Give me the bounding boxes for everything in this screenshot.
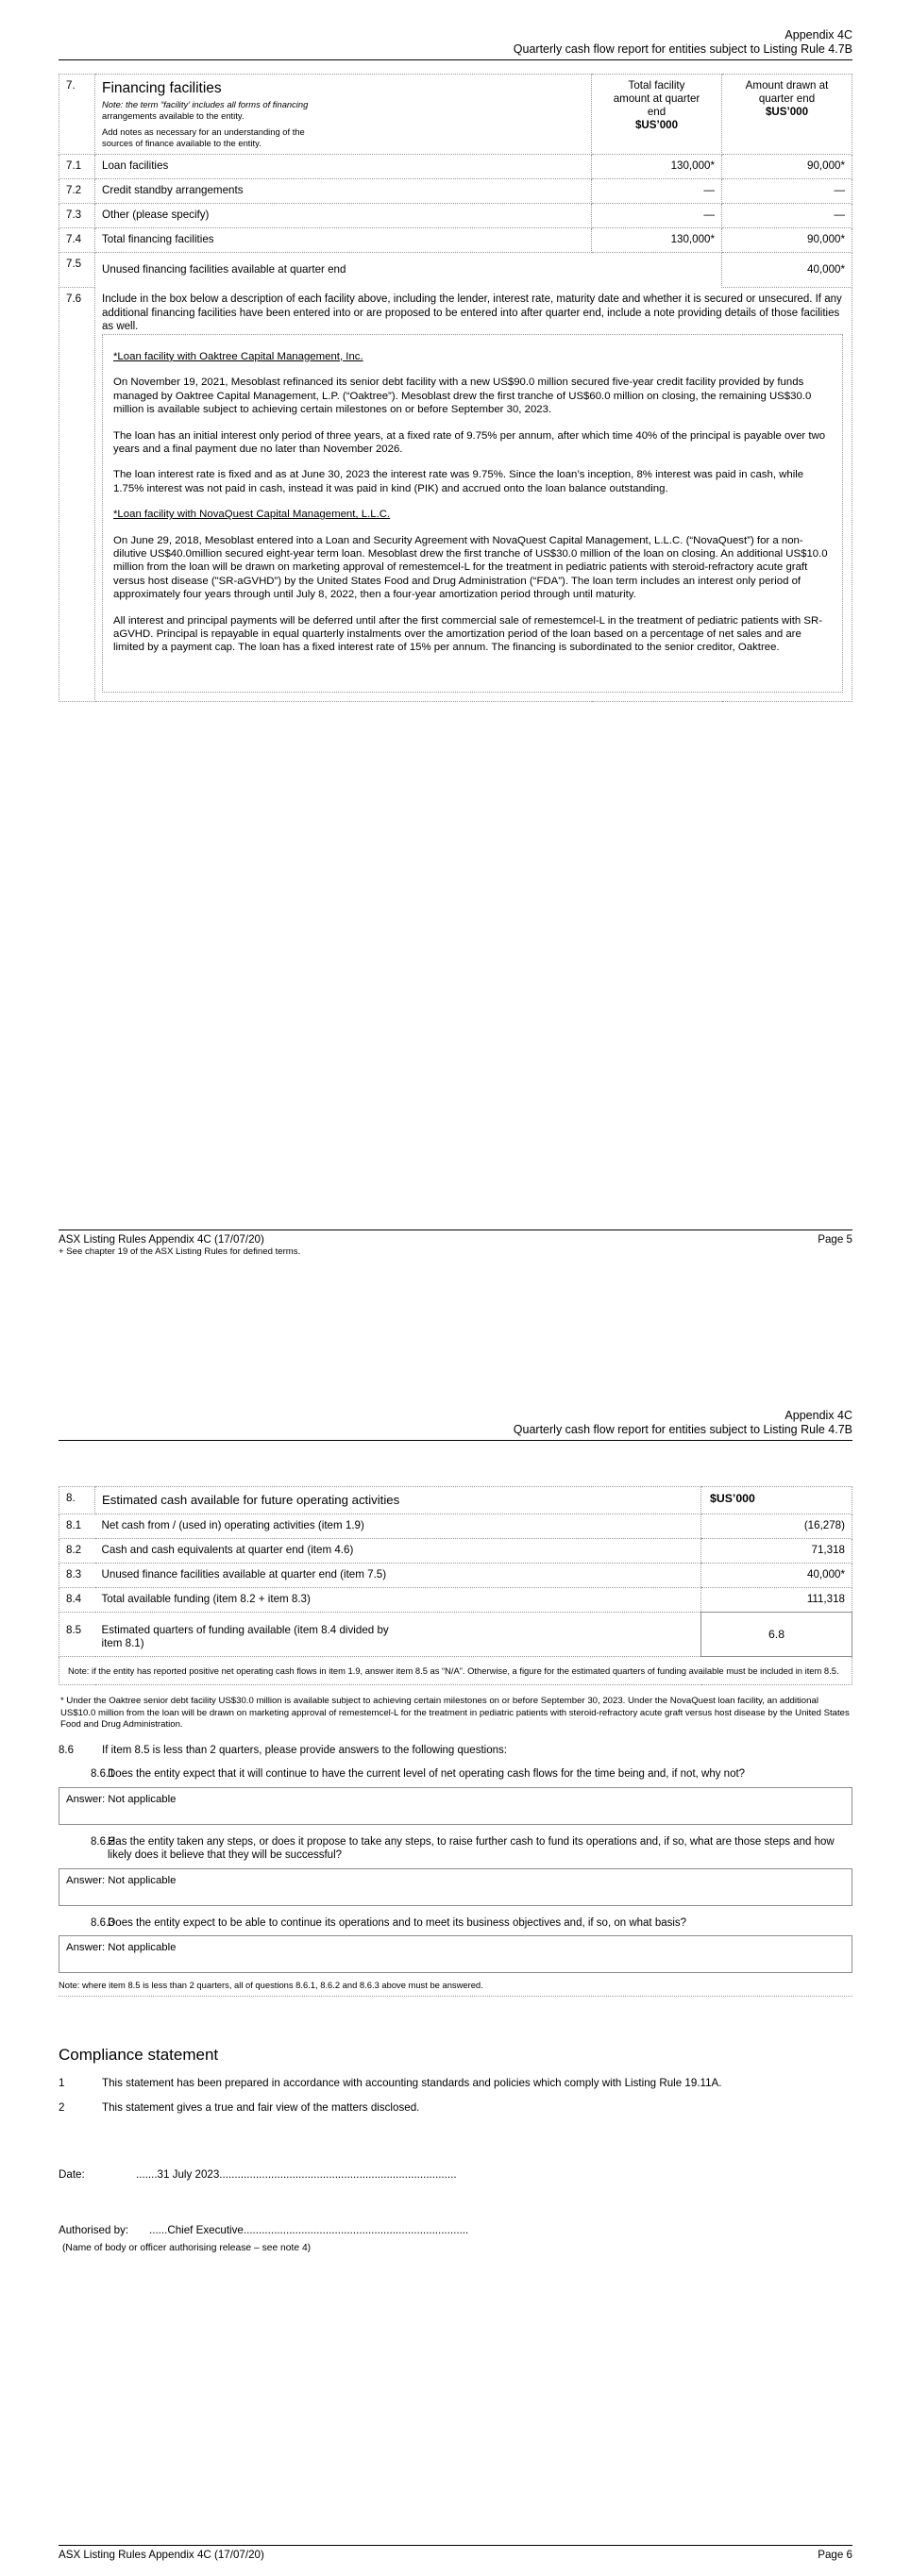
authorised-by-value[interactable]: ......Chief Executive.......................................................................... <box>149 2224 469 2237</box>
row-value[interactable]: 40,000* <box>701 1564 852 1588</box>
row-number: 8.5 <box>59 1613 95 1657</box>
row-label: Loan facilities <box>95 155 592 179</box>
note-8-5-cell <box>59 1657 852 1685</box>
question-number: 8.6.3 <box>91 1916 115 1929</box>
header-appendix: Appendix 4C <box>784 28 852 42</box>
row-number: 8.2 <box>59 1539 95 1564</box>
section-8-unit-cell <box>701 1487 852 1514</box>
section-7-heading-cell <box>95 75 592 155</box>
row-value-total[interactable]: — <box>592 204 722 228</box>
section-7-note <box>102 99 584 148</box>
table-row-7-5 <box>59 253 852 288</box>
row-number: 7.2 <box>59 179 95 204</box>
row-number: 7.1 <box>59 155 95 179</box>
table-row <box>59 228 852 253</box>
row-value-unused[interactable]: 40,000* <box>722 253 852 288</box>
compliance-statement-title: Compliance statement <box>59 2046 219 2065</box>
row-number: 8.4 <box>59 1588 95 1613</box>
col1-unit: $US’000 <box>634 119 679 131</box>
section-7-note-line3: Add notes as necessary for an understanding of the <box>102 126 305 138</box>
row-label: Credit standby arrangements <box>95 179 592 204</box>
table-row <box>59 1539 852 1564</box>
section-7-note-line2: arrangements available to the entity. <box>102 109 245 121</box>
page-5-footer <box>59 1229 852 1258</box>
column-header-total-facility <box>592 75 722 155</box>
authorised-by-row <box>59 2223 852 2255</box>
table-row-7-6 <box>59 288 852 702</box>
compliance-item-text: This statement gives a true and fair view of the matters disclosed. <box>102 2101 420 2115</box>
section-8-unit: $US’000 <box>710 1492 755 1505</box>
note-8-6-bottom: Note: where item 8.5 is less than 2 quarters, all of questions 8.6.1, 8.6.2 and 8.6.3 above must be answered. <box>59 1980 852 1997</box>
row-label: Other (please specify) <box>95 204 592 228</box>
header-subtitle: Quarterly cash flow report for entities subject to Listing Rule 4.7B <box>513 1423 852 1436</box>
oaktree-paragraph-1: On November 19, 2021, Mesoblast refinanced its senior debt facility with a new US$90.0 million secured five-year credit facility provided by funds managed by Oaktree Capital Management, L.P. (“Oaktree”). Mesoblast drew the first tranche of US$60.0 million on closing, the remaining US$30.0 million is available subject to achieving certain milestones on or before September 30, 2023. <box>113 376 812 416</box>
row-value-drawn[interactable]: — <box>722 204 852 228</box>
table-row <box>59 1514 852 1539</box>
compliance-item-text: This statement has been prepared in accordance with accounting standards and policies which comply with Listing Rule 19.11A. <box>102 2077 722 2090</box>
novaquest-heading: *Loan facility with NovaQuest Capital Management, L.L.C. <box>113 509 391 521</box>
col1-line3: end <box>647 106 666 118</box>
table-row <box>59 204 852 228</box>
footer-row <box>59 1230 852 1246</box>
table-row-8-5 <box>59 1613 852 1657</box>
row-value-total[interactable]: 130,000* <box>592 155 722 179</box>
page-6-footer <box>59 2545 852 2561</box>
row-7-6-instruction: Include in the box below a description of each facility above, including the lender, interest rate, maturity date and whether it is secured or unsecured. If any additional financing facilities have been entered into or are proposed to be entered into after quarter end, include a note providing details of those facilities as well. <box>102 293 842 333</box>
question-number: 8.6.2 <box>91 1835 115 1848</box>
question-8-6-2 <box>59 1835 852 1906</box>
section-7-header-row <box>59 75 852 155</box>
row-number: 8.1 <box>59 1514 95 1539</box>
footer-left-text: ASX Listing Rules Appendix 4C (17/07/20) <box>59 2549 264 2561</box>
facility-description-box[interactable] <box>102 334 843 693</box>
header-subtitle: Quarterly cash flow report for entities subject to Listing Rule 4.7B <box>513 42 852 56</box>
footer-subnote: + See chapter 19 of the ASX Listing Rules for defined terms. <box>59 1246 301 1257</box>
answer-box-8-6-3[interactable]: Answer: Not applicable <box>59 1935 852 1973</box>
row-value-total[interactable]: 130,000* <box>592 228 722 253</box>
section-7-note-line4: sources of finance available to the entity. <box>102 137 261 148</box>
row-number: 7.4 <box>59 228 95 253</box>
section-7-number: 7. <box>59 75 95 155</box>
footer-row <box>59 2546 852 2561</box>
col2-line2: quarter end <box>758 92 816 105</box>
date-value[interactable]: .......31 July 2023.............................................................................. <box>136 2168 457 2182</box>
row-label: Net cash from / (used in) operating activities (item 1.9) <box>95 1514 701 1539</box>
page-6 <box>0 1345 911 2576</box>
question-text: Has the entity taken any steps, or does it propose to take any steps, to raise further cash to fund its operations and, if so, what are those steps and how likely does it believe that they will be successful? <box>108 1835 835 1862</box>
row-label-line2: item 8.1) <box>101 1637 144 1649</box>
table-row <box>59 1588 852 1613</box>
answer-box-8-6-1[interactable]: Answer: Not applicable <box>59 1787 852 1825</box>
section-8-title: Estimated cash available for future operating activities <box>102 1493 400 1507</box>
row-value[interactable]: 71,318 <box>701 1539 852 1564</box>
table-row <box>59 155 852 179</box>
row-number: 8.3 <box>59 1564 95 1588</box>
oaktree-paragraph-3: The loan interest rate is fixed and as at June 30, 2023 the interest rate was 9.75%. Since the loan’s inception, 8% interest was paid in cash, while 1.75% interest was not paid in cash, instead it was paid in kind (PIK) and accrued onto the loan balance outstanding. <box>113 469 804 494</box>
item-8-6-number: 8.6 <box>59 1744 74 1756</box>
row-label: Cash and cash equivalents at quarter end (item 4.6) <box>95 1539 701 1564</box>
section-8-table <box>59 1486 852 1685</box>
header-divider <box>59 1440 852 1441</box>
row-label <box>95 1613 701 1657</box>
header-divider <box>59 59 852 60</box>
note-8-5: Note: if the entity has reported positive net operating cash flows in item 1.9, answer item 8.5 as “N/A”. Otherwise, a figure for the estimated quarters of funding available must be included in item 8.5. <box>68 1665 839 1676</box>
section-7-title: Financing facilities <box>102 80 222 96</box>
row-value[interactable]: (16,278) <box>701 1514 852 1539</box>
footer-page-number: Page 5 <box>818 1233 852 1246</box>
question-text: Does the entity expect that it will continue to have the current level of net operating cash flows for the time being and, if not, why not? <box>108 1768 746 1781</box>
section-8-heading-cell <box>95 1487 701 1514</box>
row-value[interactable]: 111,318 <box>701 1588 852 1613</box>
section-7-table <box>59 74 852 702</box>
authorised-by-subnote: (Name of body or officer authorising release – see note 4) <box>62 2243 312 2254</box>
oaktree-heading: *Loan facility with Oaktree Capital Management, Inc. <box>113 350 363 362</box>
table-row <box>59 1564 852 1588</box>
question-number: 8.6.1 <box>91 1768 115 1781</box>
authorised-by-label: Authorised by: <box>59 2224 129 2237</box>
running-header <box>59 1345 852 1441</box>
item-8-6 <box>59 1744 852 1758</box>
compliance-item-number: 1 <box>59 2077 65 2090</box>
compliance-item-number: 2 <box>59 2101 65 2115</box>
row-7-6-cell <box>95 288 852 702</box>
row-number: 7.5 <box>59 253 95 288</box>
novaquest-paragraph-1: On June 29, 2018, Mesoblast entered into a Loan and Security Agreement with NovaQuest Capital Management, L.L.C. (“NovaQuest”) for a non-dilutive US$40.0million secured eight-year term loan. Mesoblast drew the first tranche of US$30.0 million of the loan on closing. An additional US$10.0 million from the loan will be drawn on marketing approval of remestemcel-L for the treatment in pediatric patients with steroid-refractory acute graft versus host disease ("SR-aGVHD”) by the United States Food and Drug Administration (“FDA”). The loan term includes an interest only period of approximately four years through until July 8, 2022, then a four-year amortization period through until maturity. <box>113 534 828 601</box>
row-label: Total financing facilities <box>95 228 592 253</box>
row-label: Unused finance facilities available at quarter end (item 7.5) <box>95 1564 701 1588</box>
question-8-6-3 <box>59 1916 852 1974</box>
row-label-line1: Estimated quarters of funding available (item 8.4 divided by <box>101 1624 389 1636</box>
novaquest-paragraph-2: All interest and principal payments will be deferred until after the first commercial sale of remestemcel-L in the treatment of pediatric patients with SR-aGVHD. Principal is repayable in equal quarterly instalments over the amortization period of the loan based on a percentage of net sales and are limited by a payment cap. The loan has a fixed interest rate of 15% per annum. The financing is subordinated to the senior creditor, Oaktree. <box>113 614 823 654</box>
section-8-number: 8. <box>59 1487 95 1514</box>
running-header <box>59 0 852 60</box>
date-label: Date: <box>59 2168 85 2182</box>
question-text: Does the entity expect to be able to continue its operations and to meet its business objectives and, if so, on what basis? <box>108 1916 687 1929</box>
date-row <box>59 2167 852 2182</box>
table-row <box>59 179 852 204</box>
row-value-total[interactable]: — <box>592 179 722 204</box>
row-value-quarters[interactable]: 6.8 <box>701 1613 852 1657</box>
row-value-drawn[interactable]: — <box>722 179 852 204</box>
answer-box-8-6-2[interactable]: Answer: Not applicable <box>59 1868 852 1906</box>
question-8-6-1 <box>59 1767 852 1825</box>
footer-page-number: Page 6 <box>818 2549 852 2561</box>
section-8-header-row <box>59 1487 852 1514</box>
header-appendix: Appendix 4C <box>784 1409 852 1422</box>
col1-line2: amount at quarter <box>613 92 700 105</box>
compliance-item <box>59 2076 852 2090</box>
oaktree-paragraph-2: The loan has an initial interest only period of three years, at a fixed rate of 9.75% per annum, after which time 40% of the principal is payable over two years and a final payment due no later than November 2026. <box>113 429 826 455</box>
row-number: 7.3 <box>59 204 95 228</box>
row-value-drawn[interactable]: 90,000* <box>722 228 852 253</box>
row-label: Total available funding (item 8.2 + item 8.3) <box>95 1588 701 1613</box>
footer-left-text: ASX Listing Rules Appendix 4C (17/07/20) <box>59 1233 264 1246</box>
item-8-6-intro: If item 8.5 is less than 2 quarters, please provide answers to the following questions: <box>102 1744 507 1756</box>
row-number: 7.6 <box>59 288 95 702</box>
col2-unit: $US’000 <box>765 106 809 118</box>
col2-line1: Amount drawn at <box>745 79 829 92</box>
row-label: Unused financing facilities available at quarter end <box>102 263 346 276</box>
compliance-item <box>59 2100 852 2115</box>
section-7-note-italic: Note: the term “facility’ includes all forms of financing <box>102 99 309 109</box>
star-footnote: * Under the Oaktree senior debt facility US$30.0 million is available subject to achieving certain milestones on or before September 30, 2023. Under the NovaQuest loan facility, an additional US$10.0 million from the loan will be drawn on marketing approval of remestemcel-L for the treatment in pediatric patients with steroid-refractory acute graft versus host disease by the United States Food and Drug Administration. <box>60 1696 850 1731</box>
row-value-drawn[interactable]: 90,000* <box>722 155 852 179</box>
column-header-amount-drawn <box>722 75 852 155</box>
col1-line1: Total facility <box>628 79 685 92</box>
note-8-5-row <box>59 1657 852 1685</box>
